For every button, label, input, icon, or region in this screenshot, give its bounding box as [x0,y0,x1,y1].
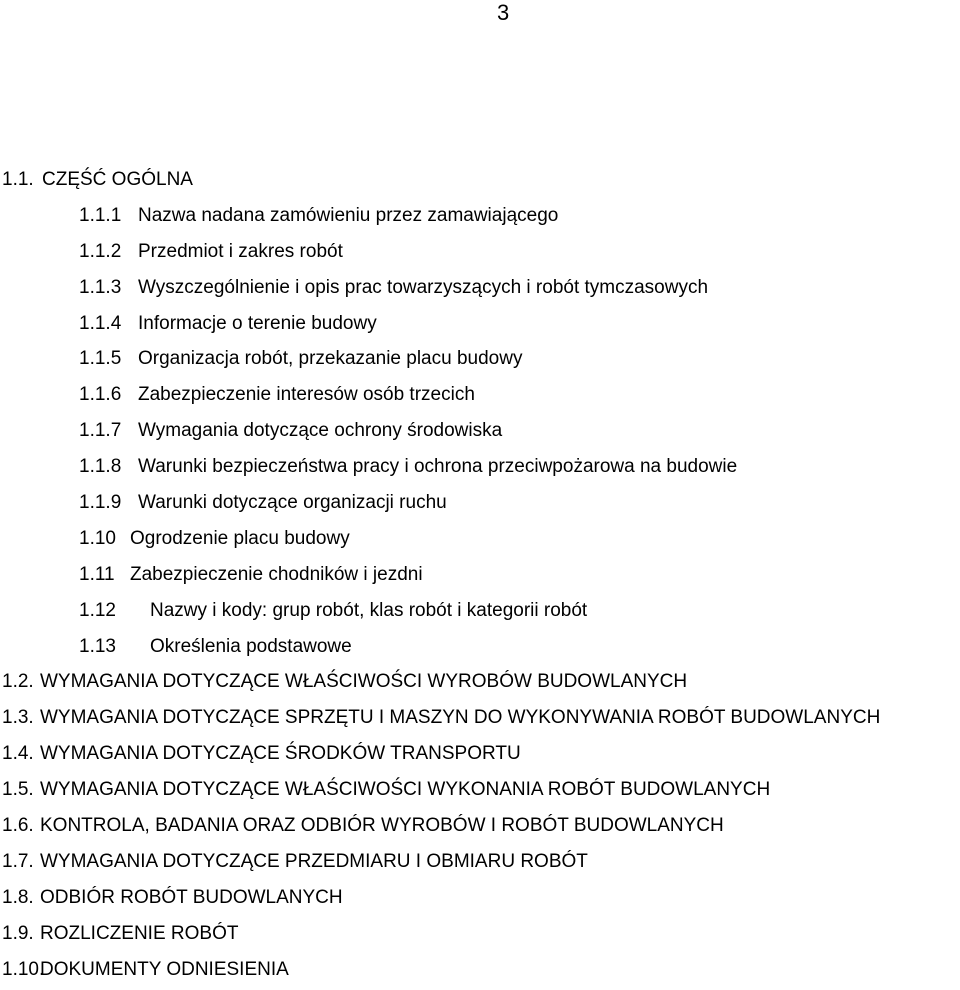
toc-title: CZĘŚĆ OGÓLNA [42,169,193,190]
toc-section [0,739,960,775]
toc-subsection [0,201,960,237]
toc-number: 1.8. [2,886,34,908]
toc-part-heading [0,165,960,201]
toc-section [0,775,960,811]
toc-number: 1.6. [2,815,34,837]
toc-section [0,667,960,703]
toc-title: Warunki dotyczące organizacji ruchu [138,492,447,514]
toc-number: 1.1.9 [79,492,122,514]
toc-title: Zabezpieczenie chodników i jezdni [130,563,423,585]
toc-title: Wymagania dotyczące ochrony środowiska [138,420,503,442]
toc-number: 1.10 [79,527,116,549]
toc-subsection [0,452,960,488]
toc-number: 1.1.5 [79,348,122,370]
toc-subsection [0,237,960,273]
toc-section [0,811,960,847]
toc-number: 1.9. [2,922,34,944]
toc-title: ODBIÓR ROBÓT BUDOWLANYCH [40,886,343,908]
toc-number: 1.11 [79,563,115,585]
toc-number: 1.1.2 [79,240,122,262]
toc-number: 1.3. [2,707,34,729]
toc-subsection [0,488,960,524]
toc-title: Ogrodzenie placu budowy [130,527,350,549]
toc-title: WYMAGANIA DOTYCZĄCE ŚRODKÓW TRANSPORTU [40,743,521,765]
toc-number: 1.1.1 [79,204,122,226]
toc-section [0,955,960,990]
toc-number: 1.1. [2,169,34,190]
toc-title: Organizacja robót, przekazanie placu budowy [138,348,523,370]
toc-subsection [0,596,960,632]
toc-number: 1.10. [2,958,45,980]
toc-title: DOKUMENTY ODNIESIENIA [40,958,289,980]
toc-subsection [0,524,960,560]
toc-subsection [0,416,960,452]
toc-number: 1.1.3 [79,276,122,298]
table-of-contents [0,165,960,990]
toc-subsection [0,273,960,309]
toc-title: Przedmiot i zakres robót [138,240,343,262]
toc-title: WYMAGANIA DOTYCZĄCE WŁAŚCIWOŚCI WYKONANIA ROBÓT BUDOWLANYCH [40,779,771,801]
toc-number: 1.12 [79,599,116,621]
toc-title: WYMAGANIA DOTYCZĄCE SPRZĘTU I MASZYN DO WYKONYWANIA ROBÓT BUDOWLANYCH [40,707,881,729]
toc-section [0,883,960,919]
toc-section [0,919,960,955]
toc-title: Warunki bezpieczeństwa pracy i ochrona przeciwpożarowa na budowie [138,456,738,478]
toc-subsection [0,380,960,416]
toc-section [0,847,960,883]
toc-title: ROZLICZENIE ROBÓT [40,922,239,944]
toc-title: Nazwy i kody: grup robót, klas robót i kategorii robót [150,599,588,621]
toc-number: 1.5. [2,779,34,801]
toc-subsection [0,309,960,345]
toc-number: 1.1.6 [79,384,122,406]
toc-number: 1.1.4 [79,312,122,334]
toc-number: 1.1.7 [79,420,122,442]
toc-number: 1.2. [2,671,34,693]
toc-title: WYMAGANIA DOTYCZĄCE PRZEDMIARU I OBMIARU ROBÓT [40,850,588,872]
toc-number: 1.13 [79,635,116,657]
toc-number: 1.7. [2,850,34,872]
toc-title: WYMAGANIA DOTYCZĄCE WŁAŚCIWOŚCI WYROBÓW BUDOWLANYCH [40,671,688,693]
toc-number: 1.1.8 [79,456,122,478]
toc-number: 1.4. [2,743,34,765]
toc-subsection [0,632,960,668]
toc-section [0,703,960,739]
toc-title: Wyszczególnienie i opis prac towarzyszących i robót tymczasowych [138,276,709,298]
toc-title: KONTROLA, BADANIA ORAZ ODBIÓR WYROBÓW I ROBÓT BUDOWLANYCH [40,815,724,837]
toc-title: Informacje o terenie budowy [138,312,377,334]
page-number: 3 [497,0,510,25]
toc-title: Nazwa nadana zamówieniu przez zamawiającego [138,204,559,226]
toc-subsection [0,560,960,596]
toc-subsection [0,344,960,380]
toc-title: Określenia podstawowe [150,635,352,657]
toc-title: Zabezpieczenie interesów osób trzecich [138,384,475,406]
